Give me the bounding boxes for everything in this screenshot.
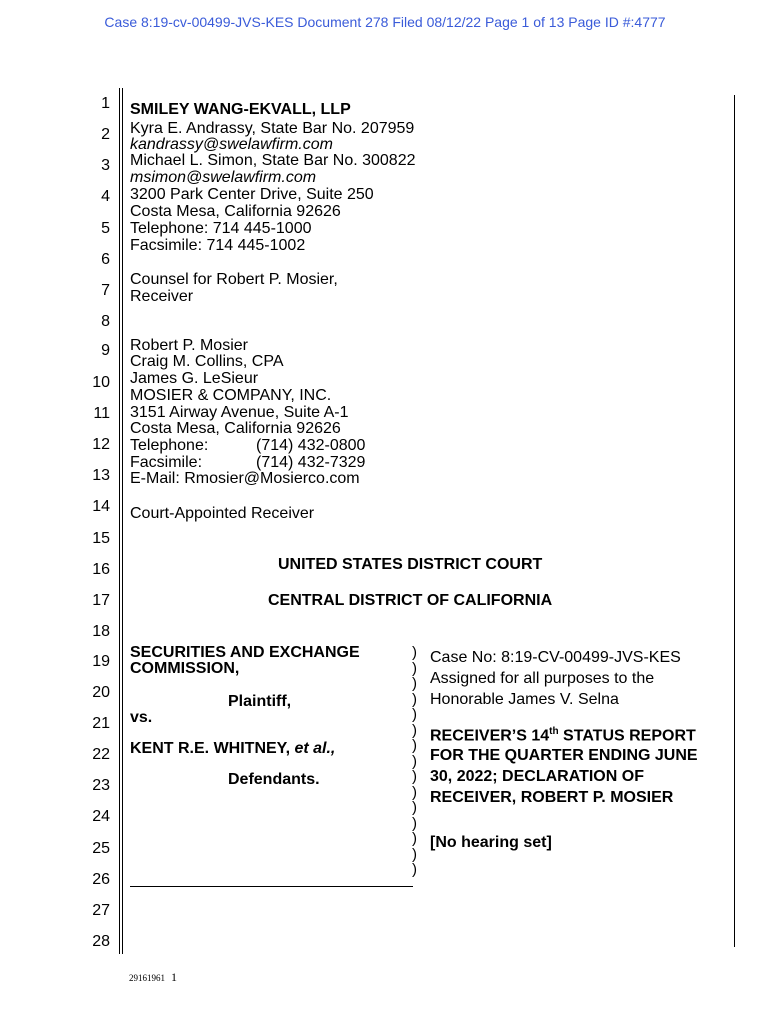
line-number: 10	[92, 374, 110, 391]
line-number: 25	[92, 840, 110, 857]
line-number: 5	[101, 220, 110, 237]
line-number: 14	[92, 498, 110, 515]
receiver-facsimile-value: (714) 432-7329	[256, 454, 366, 471]
court-name: UNITED STATES DISTRICT COURT	[278, 556, 543, 573]
line-number: 19	[92, 653, 110, 670]
firm-address-2: Costa Mesa, California 92626	[130, 203, 341, 220]
line-number: 23	[92, 777, 110, 794]
line-number: 9	[101, 342, 110, 359]
footer-page-number: 1	[171, 970, 177, 984]
assigned-line-2: Honorable James V. Selna	[430, 691, 619, 708]
line-number: 3	[101, 157, 110, 174]
line-number: 11	[93, 405, 110, 422]
firm-facsimile: Facsimile: 714 445-1002	[130, 237, 306, 254]
line-number: 13	[92, 467, 110, 484]
counsel-for-line-1: Counsel for Robert P. Mosier,	[130, 271, 338, 288]
hearing-status: [No hearing set]	[430, 834, 552, 851]
firm-telephone: Telephone: 714 445-1000	[130, 220, 312, 237]
line-number: 1	[101, 95, 110, 112]
document-title-pre: RECEIVER’S 14	[430, 727, 550, 745]
plaintiff-role: Plaintiff,	[228, 693, 292, 710]
line-number: 6	[101, 251, 110, 268]
receiver-cpa: Craig M. Collins, CPA	[130, 353, 284, 370]
right-margin-rule	[734, 95, 735, 947]
defendant-et-al: et al.,	[294, 740, 336, 757]
defendant-role: Defendants.	[228, 771, 320, 788]
counsel-for-line-2: Receiver	[130, 288, 194, 305]
receiver-telephone-value: (714) 432-0800	[256, 437, 366, 454]
defendant-name-text: KENT R.E. WHITNEY,	[130, 740, 291, 757]
document-title-post: STATUS REPORT	[558, 727, 696, 745]
firm-address-1: 3200 Park Center Drive, Suite 250	[130, 186, 374, 203]
case-number: Case No: 8:19-CV-00499-JVS-KES	[430, 649, 681, 666]
line-number: 16	[92, 561, 110, 578]
line-number: 20	[92, 684, 110, 701]
caption-bottom-line	[130, 886, 413, 887]
attorney-1-email: kandrassy@swelawfirm.com	[130, 136, 333, 153]
court-district: CENTRAL DISTRICT OF CALIFORNIA	[268, 592, 553, 609]
page-footer	[129, 970, 177, 985]
receiver-lesieur: James G. LeSieur	[130, 370, 259, 387]
line-number: 24	[92, 808, 110, 825]
receiver-name: Robert P. Mosier	[130, 337, 248, 354]
receiver-role: Court-Appointed Receiver	[130, 505, 315, 522]
line-number: 15	[92, 530, 110, 547]
caption-paren-column: ) ) ) ) ) ) ) ) ) ) ) ) ) ) )	[412, 644, 417, 878]
defendant-name	[130, 741, 335, 758]
attorney-1: Kyra E. Andrassy, State Bar No. 207959	[130, 120, 415, 137]
document-title-line-1	[430, 726, 696, 745]
plaintiff-name-line-2: COMMISSION,	[130, 660, 240, 677]
receiver-facsimile-label: Facsimile:	[130, 454, 203, 471]
plaintiff-name-line-1: SECURITIES AND EXCHANGE	[130, 644, 360, 661]
line-number: 2	[101, 126, 110, 143]
line-number: 7	[101, 282, 110, 299]
document-title-line-4: RECEIVER, ROBERT P. MOSIER	[430, 789, 674, 806]
document-title-line-2: FOR THE QUARTER ENDING JUNE	[430, 747, 698, 764]
left-margin-rule-outer	[119, 88, 120, 954]
line-number: 17	[92, 592, 110, 609]
line-number: 18	[92, 623, 110, 640]
line-number: 4	[101, 188, 110, 205]
receiver-address-1: 3151 Airway Avenue, Suite A-1	[130, 404, 349, 421]
footer-doc-number: 29161961	[129, 973, 165, 983]
line-number: 21	[92, 715, 110, 732]
receiver-address-2: Costa Mesa, California 92626	[130, 420, 341, 437]
assigned-line-1: Assigned for all purposes to the	[430, 670, 655, 687]
left-margin-rule-inner	[122, 88, 123, 954]
line-number: 27	[92, 902, 110, 919]
filing-header-stamp: Case 8:19-cv-00499-JVS-KES Document 278 Filed 08/12/22 Page 1 of 13 Page ID #:4777	[104, 14, 666, 30]
document-title-line-3: 30, 2022; DECLARATION OF	[430, 768, 644, 785]
receiver-telephone-label: Telephone:	[130, 437, 209, 454]
receiver-company: MOSIER & COMPANY, INC.	[130, 387, 332, 404]
line-number: 28	[92, 933, 110, 950]
receiver-email: E-Mail: Rmosier@Mosierco.com	[130, 470, 360, 487]
firm-name: SMILEY WANG-EKVALL, LLP	[130, 101, 351, 118]
line-number: 26	[92, 871, 110, 888]
attorney-2: Michael L. Simon, State Bar No. 300822	[130, 152, 416, 169]
line-number: 8	[101, 313, 110, 330]
line-number: 22	[92, 746, 110, 763]
versus: vs.	[130, 709, 153, 726]
line-number: 12	[92, 436, 110, 453]
attorney-2-email: msimon@swelawfirm.com	[130, 169, 317, 186]
document-title-sup: th	[549, 726, 559, 737]
